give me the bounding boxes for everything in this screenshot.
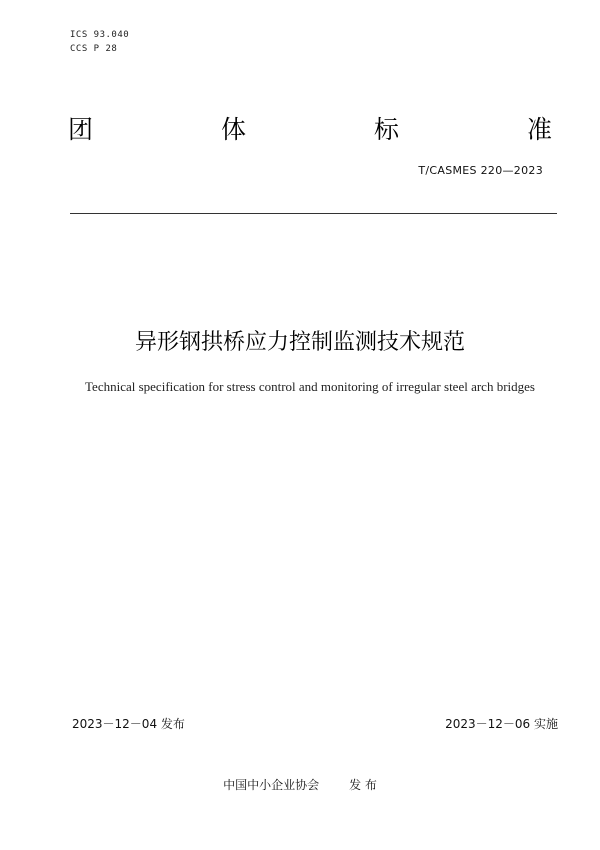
issue-date: 2023－12－04 发布 bbox=[72, 717, 185, 731]
ccs-code: CCS P 28 bbox=[70, 44, 118, 54]
publisher-line bbox=[0, 776, 600, 793]
header-divider bbox=[70, 213, 557, 214]
group-standard-char: 团 bbox=[68, 115, 94, 144]
group-standard-char: 准 bbox=[526, 115, 552, 144]
group-standard-char: 体 bbox=[220, 115, 246, 144]
title-english: Technical specification for stress control and monitoring of irregular steel arch bridges bbox=[85, 379, 535, 394]
group-standard-heading bbox=[68, 112, 552, 148]
title-chinese: 异形钢拱桥应力控制监测技术规范 bbox=[134, 330, 465, 355]
publisher-name: 中国中小企业协会 bbox=[223, 778, 320, 792]
ics-code: ICS 93.040 bbox=[70, 30, 130, 40]
standard-number: T/CASMES 220—2023 bbox=[418, 164, 543, 177]
group-standard-char: 标 bbox=[373, 115, 399, 144]
publish-action: 发 布 bbox=[349, 778, 377, 792]
classification-codes bbox=[70, 28, 129, 56]
implementation-date: 2023－12－06 实施 bbox=[445, 717, 558, 731]
